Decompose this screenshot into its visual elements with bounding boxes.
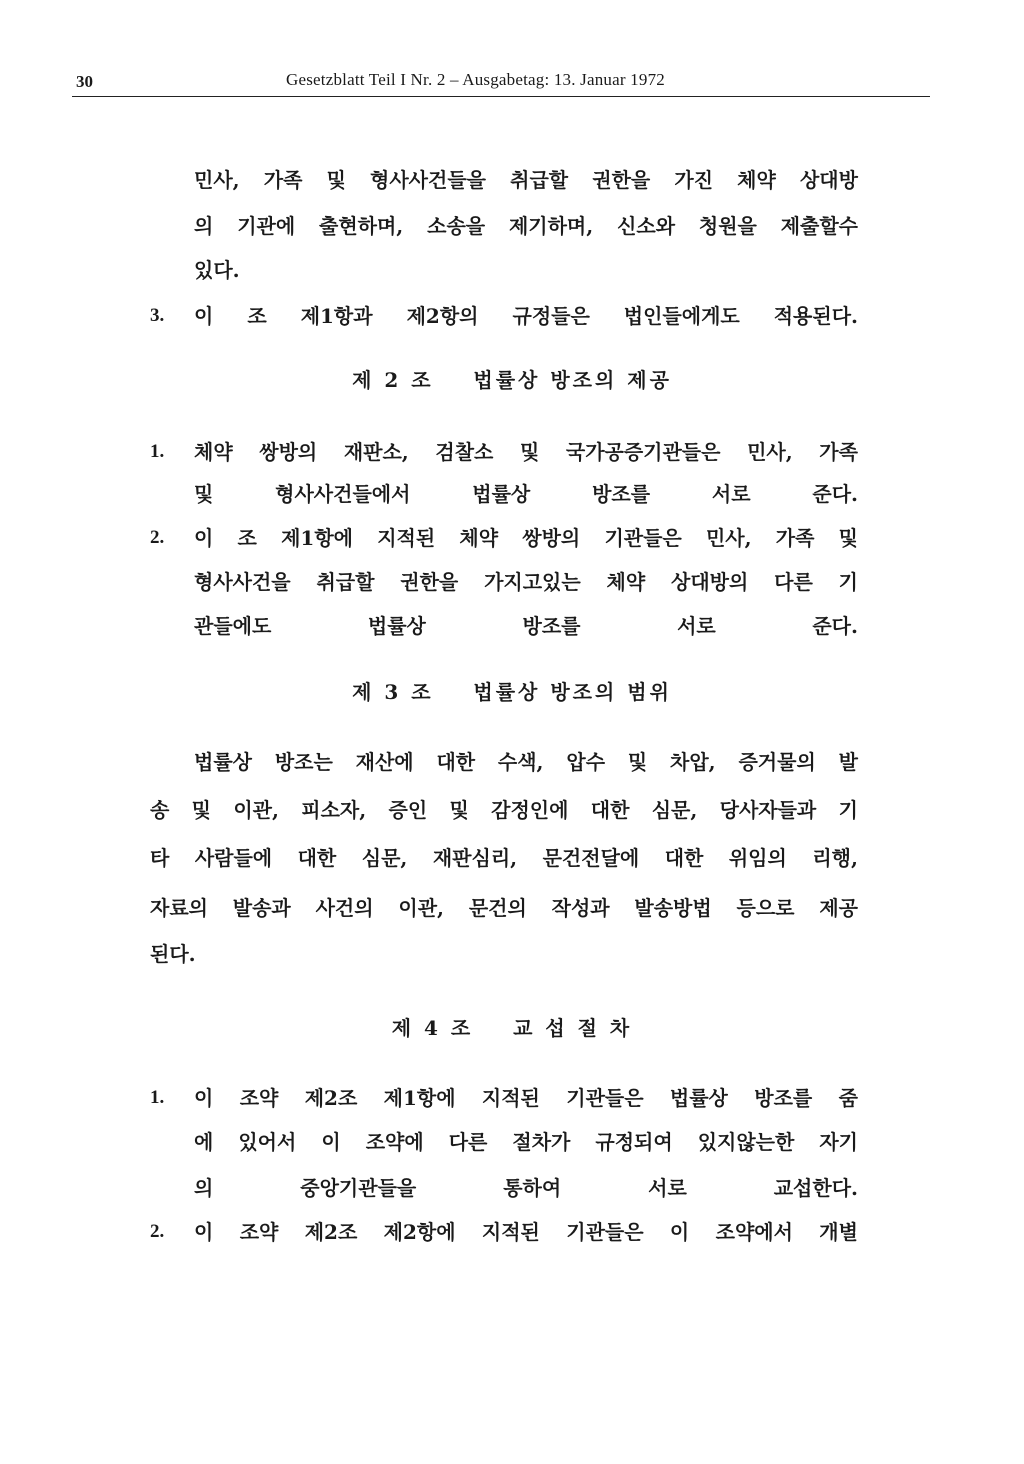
text-line: 이 조약 제2조 제2항에 지적된 기관들은 이 조약에서 개별 xyxy=(194,1220,858,1244)
text-line: 이 조 제1항과 제2항의 규정들은 법인들에게도 적용된다. xyxy=(194,304,858,328)
page-number: 30 xyxy=(76,72,93,91)
text-line: 및 형사사건들에서 법률상 방조를 서로 준다. xyxy=(194,482,858,506)
text-line: 이 조약 제2조 제1항에 지적된 기관들은 법률상 방조를 줌 xyxy=(194,1086,858,1110)
running-title: Gesetzblatt Teil I Nr. 2 – Ausgabetag: 13. Januar 1972 xyxy=(286,70,665,89)
text-line: 의 기관에 출현하며, 소송을 제기하며, 신소와 청원을 제출할수 xyxy=(194,214,858,238)
text-line: 송 및 이관, 피소자, 증인 및 감정인에 대한 심문, 당사자들과 기 xyxy=(150,798,858,822)
text-line: 민사, 가족 및 형사사건들을 취급할 권한을 가진 체약 상대방 xyxy=(194,168,858,192)
text-line: 체약 쌍방의 재판소, 검찰소 및 국가공증기관들은 민사, 가족 xyxy=(194,440,858,464)
text-line: 관들에도 법률상 방조를 서로 준다. xyxy=(194,614,858,638)
item-number: 2. xyxy=(150,1221,165,1242)
text-line: 자료의 발송과 사건의 이관, 문건의 작성과 발송방법 등으로 제공 xyxy=(150,896,858,920)
text-line: 에 있어서 이 조약에 다른 절차가 규정되여 있지않는한 자기 xyxy=(194,1130,858,1154)
text-line: 의 중앙기관들을 통하여 서로 교섭한다. xyxy=(194,1176,858,1200)
text-line: 있다. xyxy=(194,258,240,282)
page-header xyxy=(72,68,930,97)
text-line: 타 사람들에 대한 심문, 재판심리, 문건전달에 대한 위임의 리행, xyxy=(150,846,858,870)
text-line: 된다. xyxy=(150,942,196,966)
item-number: 2. xyxy=(150,527,165,548)
article-heading: 제 4 조 교 섭 절 차 xyxy=(391,1016,633,1040)
item-number: 3. xyxy=(150,305,165,326)
text-line: 이 조 제1항에 지적된 체약 쌍방의 기관들은 민사, 가족 및 xyxy=(194,526,858,550)
article-heading: 제 2 조 법률상 방조의 제공 xyxy=(352,368,672,392)
item-number: 1. xyxy=(150,1087,165,1108)
item-number: 1. xyxy=(150,441,165,462)
article-heading: 제 3 조 법률상 방조의 범위 xyxy=(352,680,672,704)
text-line: 법률상 방조는 재산에 대한 수색, 압수 및 차압, 증거물의 발 xyxy=(194,750,858,774)
text-line: 형사사건을 취급할 권한을 가지고있는 체약 상대방의 다른 기 xyxy=(194,570,858,594)
